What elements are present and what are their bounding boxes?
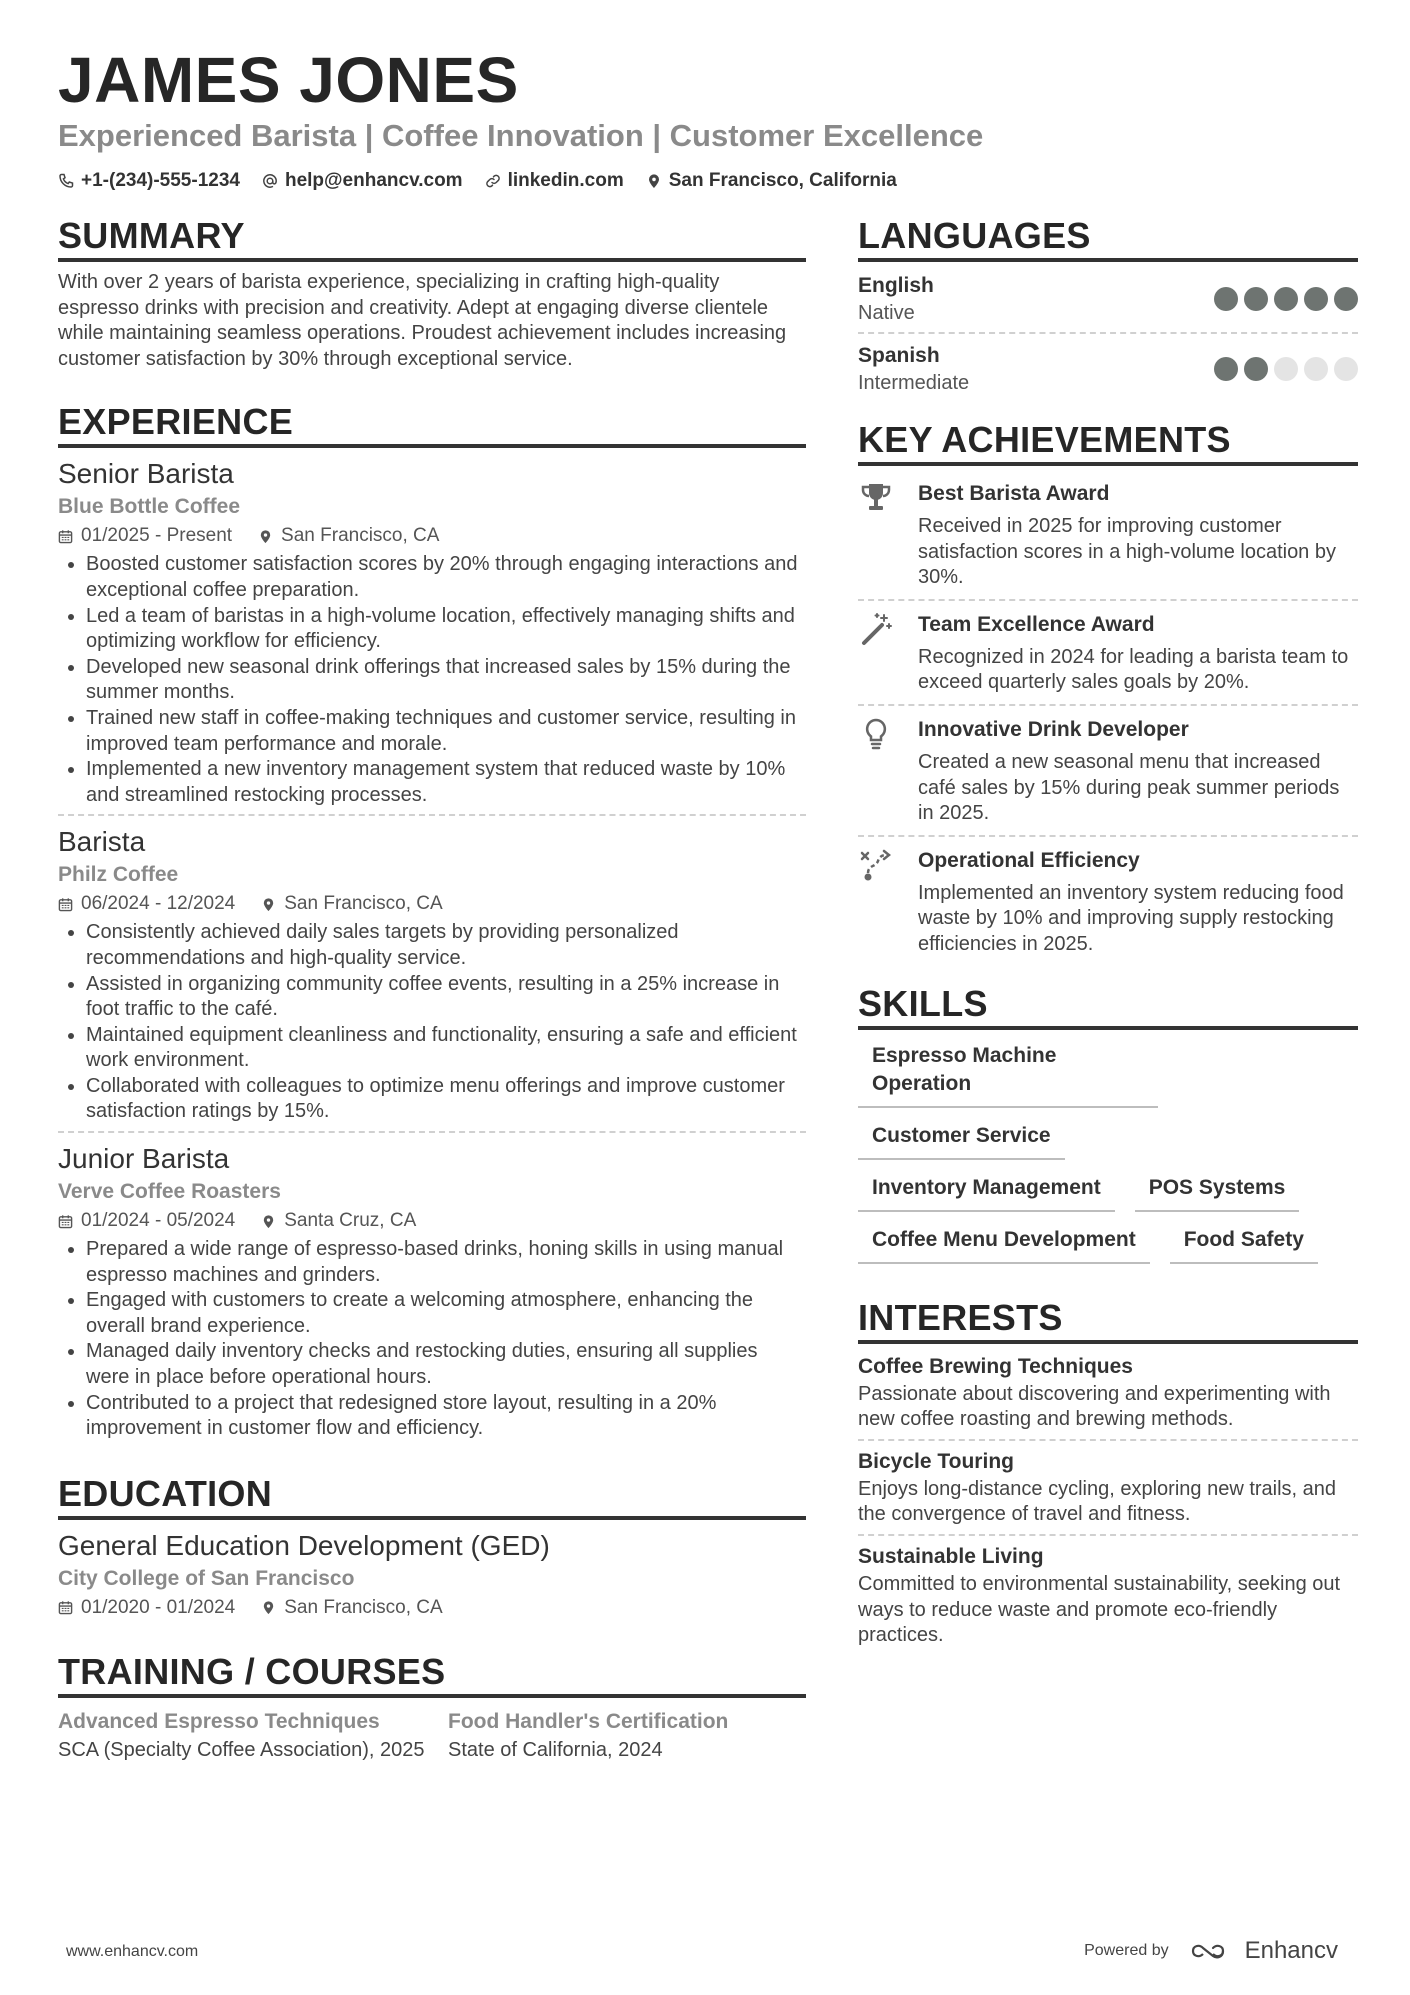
achievement-text: Created a new seasonal menu that increased café sales by 15% during peak summer periods in 2025. (918, 750, 1340, 825)
left-column (58, 214, 806, 1763)
job-location-text: San Francisco, CA (281, 525, 440, 547)
calendar-icon (58, 897, 73, 912)
rating-dot-filled (1214, 287, 1238, 311)
achievement-item (858, 841, 1358, 966)
rating-dot-filled (1334, 287, 1358, 311)
experience-title: EXPERIENCE (58, 400, 806, 448)
course-name: Food Handler's Certification (448, 1709, 729, 1733)
contact-location-text: San Francisco, California (668, 170, 897, 191)
interests-section (858, 1296, 1358, 1655)
achievement-item (858, 474, 1358, 601)
job-entry (58, 824, 806, 1133)
course-name: Advanced Espresso Techniques (58, 1709, 380, 1733)
calendar-icon (58, 1600, 73, 1615)
location-icon (261, 1600, 276, 1615)
achievement-item (858, 710, 1358, 837)
job-entry (58, 456, 806, 816)
interest-item (858, 1352, 1358, 1441)
achievements-title: KEY ACHIEVEMENTS (858, 418, 1358, 466)
job-location-text: San Francisco, CA (284, 893, 443, 915)
contact-phone[interactable] (58, 168, 240, 194)
bullet-item: • Prepared a wide range of espresso-based drinks, honing skills in using manual espresso machines and grinders. (86, 1237, 806, 1288)
location-icon (258, 529, 273, 544)
rating-dot-empty (1304, 357, 1328, 381)
course-detail: SCA (Specialty Coffee Association), 2025 (58, 1738, 425, 1761)
education-section (58, 1472, 806, 1622)
bullet-item: • Maintained equipment cleanliness and functionality, ensuring a safe and efficient work environment. (86, 1023, 806, 1074)
skill-tag: Food Safety (1170, 1226, 1318, 1264)
job-title: Senior Barista (58, 458, 234, 490)
education-dates (58, 1594, 235, 1622)
job-bullets (58, 552, 806, 808)
course-detail: State of California, 2024 (448, 1738, 663, 1761)
language-name: Spanish (858, 344, 940, 367)
achievement-text: Recognized in 2024 for leading a barista team to exceed quarterly sales goals by 20%. (918, 645, 1349, 694)
location-icon (646, 173, 662, 189)
rating-dot-filled (1304, 287, 1328, 311)
calendar-icon (58, 529, 73, 544)
language-rating (1214, 287, 1358, 311)
interest-text: Committed to environmental sustainability, seeking out ways to reduce waste and promote eco-friendly practices. (858, 1572, 1341, 1647)
language-level: Intermediate (858, 372, 970, 394)
location-icon (261, 897, 276, 912)
job-dates-text: 01/2024 - 05/2024 (81, 1210, 236, 1232)
language-level: Native (858, 302, 915, 324)
contact-email[interactable] (262, 168, 463, 194)
job-dates-text: 01/2025 - Present (81, 525, 233, 547)
summary-text: With over 2 years of barista experience, specializing in crafting high-quality espresso drinks with precision and creativity. Adept at engaging diverse clientele while maintaining seamless operations. Proudest achievement includes increasing customer satisfaction by 30% through exceptional service. (58, 271, 787, 370)
language-item (858, 340, 1358, 402)
job-location-text: Santa Cruz, CA (284, 1210, 417, 1232)
enhancv-logo-icon (1189, 1939, 1237, 1963)
rating-dot-filled (1214, 357, 1238, 381)
interest-title: Sustainable Living (858, 1544, 1044, 1568)
right-column (858, 214, 1358, 1661)
job-bullets (58, 920, 806, 1125)
achievement-text: Implemented an inventory system reducing food waste by 10% and improving supply restocking efficiencies in 2025. (918, 881, 1344, 955)
contact-location (646, 168, 897, 194)
rating-dot-filled (1244, 357, 1268, 381)
job-meta (58, 890, 806, 918)
route-icon (858, 845, 902, 958)
skills-section (858, 982, 1358, 1264)
footer-website[interactable]: www.enhancv.com (66, 1943, 199, 1960)
interest-text: Passionate about discovering and experimenting with new coffee roasting and brewing methods. (858, 1382, 1331, 1431)
contact-linkedin-text: linkedin.com (507, 170, 624, 191)
languages-section (858, 214, 1358, 402)
bullet-item: • Contributed to a project that redesigned store layout, resulting in a 20% improvement in customer flow and efficiency. (86, 1391, 806, 1442)
interest-title: Bicycle Touring (858, 1449, 1014, 1473)
rating-dot-filled (1274, 287, 1298, 311)
company-name: Philz Coffee (58, 863, 179, 887)
summary-title: SUMMARY (58, 214, 806, 262)
training-section (58, 1650, 806, 1764)
tagline: Experienced Barista | Coffee Innovation | Customer Excellence (58, 118, 984, 153)
school-name: City College of San Francisco (58, 1566, 355, 1590)
brand-logo[interactable] (1189, 1936, 1338, 1966)
job-dates (58, 1207, 235, 1235)
course-list (58, 1706, 806, 1764)
contact-phone-text: +1-(234)-555-1234 (81, 170, 240, 191)
trophy-icon (858, 478, 902, 591)
footer-branding (1084, 1936, 1338, 1966)
training-title: TRAINING / COURSES (58, 1650, 806, 1698)
job-location (261, 1207, 416, 1235)
company-name: Blue Bottle Coffee (58, 495, 241, 519)
achievement-item (858, 605, 1358, 706)
achievements-section (858, 418, 1358, 966)
brand-name: Enhancv (1244, 1937, 1338, 1964)
job-meta (58, 1207, 806, 1235)
bullet-item: • Collaborated with colleagues to optimize menu offerings and improve customer satisfaction ratings by 15%. (86, 1074, 806, 1125)
company-name: Verve Coffee Roasters (58, 1180, 281, 1204)
job-entry (58, 1141, 806, 1448)
at-icon (262, 173, 278, 189)
achievement-title: Operational Efficiency (918, 848, 1140, 872)
bullet-item: • Trained new staff in coffee-making techniques and customer service, resulting in improved team performance and morale. (86, 706, 806, 757)
education-dates-text: 01/2020 - 01/2024 (81, 1596, 236, 1618)
powered-by-label: Powered by (1084, 1942, 1169, 1959)
calendar-icon (58, 1214, 73, 1229)
interest-text: Enjoys long-distance cycling, exploring new trails, and the convergence of travel and fitness. (858, 1477, 1337, 1526)
skill-tag: Customer Service (858, 1122, 1065, 1160)
interests-title: INTERESTS (858, 1296, 1358, 1344)
achievement-title: Team Excellence Award (918, 612, 1155, 636)
language-rating (1214, 357, 1358, 381)
job-dates (58, 890, 235, 918)
language-name: English (858, 274, 934, 297)
languages-title: LANGUAGES (858, 214, 1358, 262)
bullet-item: • Led a team of baristas in a high-volume location, effectively managing shifts and optimizing workflow for efficiency. (86, 604, 806, 655)
education-location-text: San Francisco, CA (284, 1596, 443, 1618)
job-dates-text: 06/2024 - 12/2024 (81, 893, 236, 915)
magic-wand-icon (858, 609, 902, 696)
skills-title: SKILLS (858, 982, 1358, 1030)
bullet-item: • Developed new seasonal drink offerings that increased sales by 15% during the summer months. (86, 655, 806, 706)
job-dates (58, 522, 232, 550)
bullet-item: • Assisted in organizing community coffee events, resulting in a 25% increase in foot traffic to the café. (86, 972, 806, 1023)
job-title: Barista (58, 826, 146, 858)
experience-section (58, 400, 806, 1447)
degree-title: General Education Development (GED) (58, 1529, 550, 1561)
rating-dot-empty (1274, 357, 1298, 381)
link-icon (485, 173, 501, 189)
rating-dot-empty (1334, 357, 1358, 381)
education-title: EDUCATION (58, 1472, 806, 1520)
contact-bar (58, 168, 897, 194)
phone-icon (58, 173, 74, 189)
bullet-item: • Engaged with customers to create a welcoming atmosphere, enhancing the overall brand experience. (86, 1288, 806, 1339)
bullet-item: • Managed daily inventory checks and restocking duties, ensuring all supplies were in place before operational hours. (86, 1339, 806, 1390)
skill-tag: Coffee Menu Development (858, 1226, 1150, 1264)
location-icon (261, 1214, 276, 1229)
achievement-title: Innovative Drink Developer (918, 717, 1189, 741)
contact-linkedin[interactable] (485, 168, 624, 194)
contact-email-text: help@enhancv.com (284, 170, 463, 191)
skill-tag: POS Systems (1135, 1174, 1300, 1212)
rating-dot-filled (1244, 287, 1268, 311)
candidate-name: JAMES JONES (58, 44, 519, 116)
course-item (58, 1706, 448, 1764)
education-location (261, 1594, 442, 1622)
summary-section (58, 214, 806, 372)
achievement-text: Received in 2025 for improving customer satisfaction scores in a high-volume location by 30%. (918, 515, 1336, 589)
skill-tag: Inventory Management (858, 1174, 1115, 1212)
education-meta (58, 1594, 806, 1622)
lightbulb-icon (858, 714, 902, 827)
job-bullets (58, 1237, 806, 1442)
job-title: Junior Barista (58, 1143, 230, 1175)
interest-title: Coffee Brewing Techniques (858, 1354, 1133, 1378)
job-location (261, 890, 442, 918)
course-item (448, 1706, 806, 1764)
job-location (258, 522, 439, 550)
interest-item (858, 1542, 1358, 1655)
skill-list (858, 1042, 1358, 1264)
language-item (858, 270, 1358, 334)
bullet-item: • Implemented a new inventory management system that reduced waste by 10% and streamlined restocking processes. (86, 757, 806, 808)
achievement-title: Best Barista Award (918, 482, 1110, 505)
bullet-item: • Boosted customer satisfaction scores by 20% through engaging interactions and exceptional coffee preparation. (86, 552, 806, 603)
interest-item (858, 1447, 1358, 1536)
bullet-item: • Consistently achieved daily sales targets by providing personalized recommendations and high-quality service. (86, 920, 806, 971)
skill-tag: Espresso Machine Operation (858, 1042, 1158, 1108)
job-meta (58, 522, 806, 550)
